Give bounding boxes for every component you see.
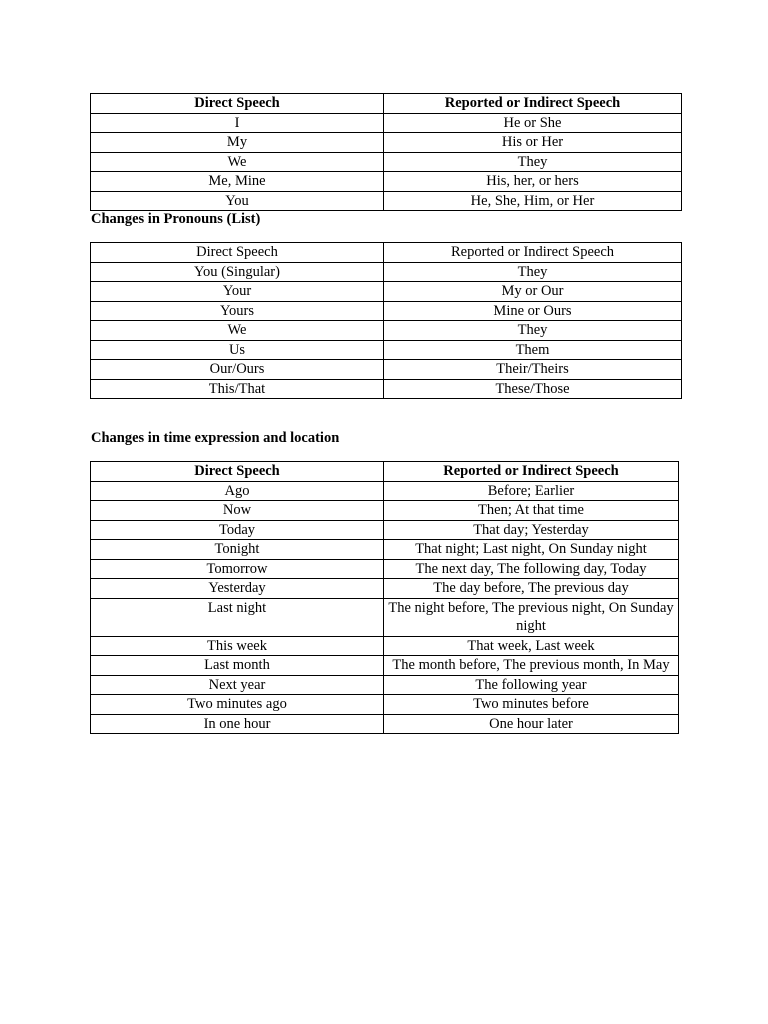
reported-speech-cell: That day; Yesterday — [384, 520, 679, 540]
table-row — [91, 379, 682, 399]
direct-speech-cell: Today — [91, 520, 384, 540]
section-heading-pronouns-list: Changes in Pronouns (List) — [91, 211, 261, 227]
table-row — [91, 559, 679, 579]
reported-speech-cell: Their/Theirs — [384, 360, 682, 380]
table-header-row — [91, 462, 679, 482]
table-row — [91, 695, 679, 715]
direct-speech-cell: Us — [91, 340, 384, 360]
reported-speech-cell: Two minutes before — [384, 695, 679, 715]
table-row — [91, 540, 679, 560]
table-row — [91, 656, 679, 676]
reported-speech-cell: That week, Last week — [384, 636, 679, 656]
direct-speech-cell: Your — [91, 282, 384, 302]
table-row — [91, 262, 682, 282]
table-row — [91, 113, 682, 133]
reported-speech-cell: My or Our — [384, 282, 682, 302]
reported-speech-cell: These/Those — [384, 379, 682, 399]
direct-speech-cell: Next year — [91, 675, 384, 695]
column-header-direct-speech: Direct Speech — [91, 243, 384, 263]
table-row — [91, 191, 682, 211]
direct-speech-cell: Last month — [91, 656, 384, 676]
direct-speech-cell: Tomorrow — [91, 559, 384, 579]
direct-speech-cell: We — [91, 321, 384, 341]
table-row — [91, 675, 679, 695]
table-header-row — [91, 94, 682, 114]
table-row — [91, 714, 679, 734]
reported-speech-cell: Then; At that time — [384, 501, 679, 521]
direct-speech-cell: Yours — [91, 301, 384, 321]
table-row — [91, 133, 682, 153]
direct-speech-cell: Me, Mine — [91, 172, 384, 192]
table-row — [91, 636, 679, 656]
reported-speech-cell: The day before, The previous day — [384, 579, 679, 599]
table-header-row — [91, 243, 682, 263]
table-row — [91, 282, 682, 302]
reported-speech-cell: Them — [384, 340, 682, 360]
table-row — [91, 520, 679, 540]
direct-speech-cell: You — [91, 191, 384, 211]
reported-speech-cell: He, She, Him, or Her — [384, 191, 682, 211]
reported-speech-cell: They — [384, 262, 682, 282]
reported-speech-cell: The following year — [384, 675, 679, 695]
direct-speech-cell: Ago — [91, 481, 384, 501]
direct-speech-cell: Yesterday — [91, 579, 384, 599]
time-location-table — [90, 461, 679, 734]
direct-speech-cell: This week — [91, 636, 384, 656]
direct-speech-cell: Now — [91, 501, 384, 521]
pronoun-list-table — [90, 242, 682, 399]
reported-speech-cell: One hour later — [384, 714, 679, 734]
reported-speech-cell: They — [384, 321, 682, 341]
reported-speech-cell: Mine or Ours — [384, 301, 682, 321]
table-row — [91, 340, 682, 360]
reported-speech-cell: He or She — [384, 113, 682, 133]
direct-speech-cell: In one hour — [91, 714, 384, 734]
column-header-reported-speech: Reported or Indirect Speech — [384, 243, 682, 263]
section-heading-time-location: Changes in time expression and location — [91, 430, 340, 446]
pronoun-changes-table — [90, 93, 682, 211]
reported-speech-cell: The month before, The previous month, In May — [384, 656, 679, 676]
reported-speech-cell: His or Her — [384, 133, 682, 153]
direct-speech-cell: Two minutes ago — [91, 695, 384, 715]
table-row — [91, 152, 682, 172]
table-row — [91, 321, 682, 341]
reported-speech-cell: The night before, The previous night, On Sunday night — [384, 598, 679, 636]
table-row — [91, 301, 682, 321]
table-row — [91, 172, 682, 192]
table-row — [91, 501, 679, 521]
reported-speech-cell: His, her, or hers — [384, 172, 682, 192]
direct-speech-cell: You (Singular) — [91, 262, 384, 282]
reported-speech-cell: Before; Earlier — [384, 481, 679, 501]
table-row — [91, 579, 679, 599]
reported-speech-cell: They — [384, 152, 682, 172]
reported-speech-cell: The next day, The following day, Today — [384, 559, 679, 579]
direct-speech-cell: My — [91, 133, 384, 153]
direct-speech-cell: Tonight — [91, 540, 384, 560]
column-header-direct-speech: Direct Speech — [91, 94, 384, 114]
direct-speech-cell: Our/Ours — [91, 360, 384, 380]
table-row — [91, 360, 682, 380]
table-row — [91, 481, 679, 501]
column-header-reported-speech: Reported or Indirect Speech — [384, 462, 679, 482]
table-row — [91, 598, 679, 636]
direct-speech-cell: We — [91, 152, 384, 172]
column-header-direct-speech: Direct Speech — [91, 462, 384, 482]
direct-speech-cell: I — [91, 113, 384, 133]
column-header-reported-speech: Reported or Indirect Speech — [384, 94, 682, 114]
reported-speech-cell: That night; Last night, On Sunday night — [384, 540, 679, 560]
direct-speech-cell: This/That — [91, 379, 384, 399]
direct-speech-cell: Last night — [91, 598, 384, 636]
